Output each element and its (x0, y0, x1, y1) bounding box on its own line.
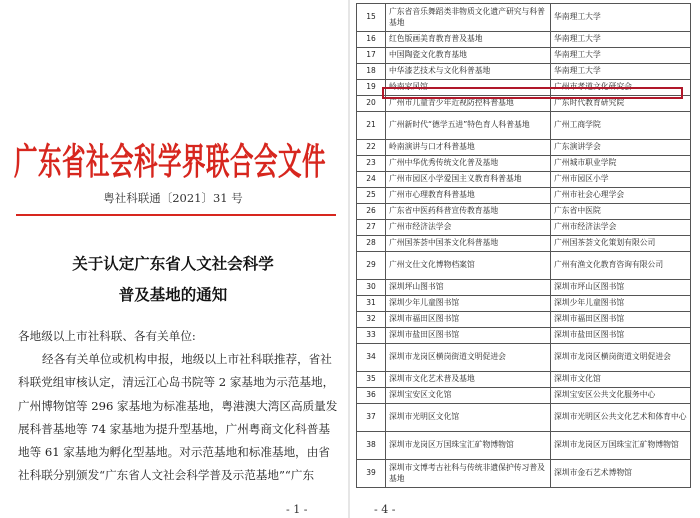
base-name: 深圳少年儿童图书馆 (386, 296, 551, 312)
row-number: 23 (357, 156, 386, 172)
base-name: 广州市园区小学爱国主义教育科普基地 (386, 172, 551, 188)
base-name: 深圳坪山图书馆 (386, 280, 551, 296)
body-line: 科联党组审核认定，清远江心岛书院等 2 家基地为示范基地， (18, 375, 335, 390)
host-organization: 深圳市金石艺术博物馆 (551, 460, 691, 488)
base-name: 深圳市文化艺术普及基地 (386, 372, 551, 388)
base-name: 深圳市盐田区图书馆 (386, 328, 551, 344)
host-organization: 广州国茶荟文化策划有限公司 (551, 236, 691, 252)
table-row (357, 112, 691, 140)
host-organization: 深圳市福田区图书馆 (551, 312, 691, 328)
host-organization: 广州市经济法学会 (551, 220, 691, 236)
host-organization: 广州市社会心理学会 (551, 188, 691, 204)
row-number: 25 (357, 188, 386, 204)
base-name: 深圳市文博考古社科与传统非遗保护传习普及基地 (386, 460, 551, 488)
row-number: 37 (357, 404, 386, 432)
row-number: 33 (357, 328, 386, 344)
row-number: 27 (357, 220, 386, 236)
base-name: 中华漆艺技术与文化科普基地 (386, 64, 551, 80)
row-number: 39 (357, 460, 386, 488)
base-name: 红色版画美育教育普及基地 (386, 32, 551, 48)
table-row (357, 252, 691, 280)
host-organization: 深圳少年儿童图书馆 (551, 296, 691, 312)
host-organization: 广州有渔文化教育咨询有限公司 (551, 252, 691, 280)
row-number: 19 (357, 80, 386, 96)
row-number: 26 (357, 204, 386, 220)
base-name: 深圳市光明区文化馆 (386, 404, 551, 432)
body-line: 广州博物馆等 296 家基地为标准基地，粤港澳大湾区高质量发 (18, 398, 338, 413)
table-row (357, 328, 691, 344)
row-number: 17 (357, 48, 386, 64)
body-line: 社科联分别颁发“广东省人文社会科学普及示范基地”“广东 (18, 468, 315, 483)
notice-body (18, 325, 340, 487)
table-row (357, 344, 691, 372)
host-organization: 深圳市龙岗区横岗街道文明促进会 (551, 344, 691, 372)
body-line: 展科普基地等 74 家基地为提升型基地，广州粤商文化科普基 (18, 421, 330, 436)
table-row (357, 64, 691, 80)
table-row (357, 388, 691, 404)
host-organization: 深圳市盐田区图书馆 (551, 328, 691, 344)
notice-title-line-2: 普及基地的通知 (118, 285, 228, 304)
table-row (357, 220, 691, 236)
host-organization: 深圳市坪山区图书馆 (551, 280, 691, 296)
row-number: 20 (357, 96, 386, 112)
host-organization: 深圳市文化馆 (551, 372, 691, 388)
table-row (357, 140, 691, 156)
row-number: 34 (357, 344, 386, 372)
base-name: 广东省中医药科普宣传教育基地 (386, 204, 551, 220)
table-row (357, 204, 691, 220)
base-name: 广州文仕文化博物档案馆 (386, 252, 551, 280)
page-number: - 1 - (286, 503, 308, 516)
host-organization: 广东演讲学会 (551, 140, 691, 156)
host-organization: 华南理工大学 (551, 32, 691, 48)
base-name: 广州中华优秀传统文化普及基地 (386, 156, 551, 172)
host-organization: 深圳市龙岗区万国珠宝汇矿物博物馆 (551, 432, 691, 460)
table-row (357, 80, 691, 96)
document-page-1 (0, 0, 346, 518)
table-row (357, 188, 691, 204)
row-number: 21 (357, 112, 386, 140)
base-name: 广州市儿童青少年近视防控科普基地 (386, 96, 551, 112)
notice-title-line-1: 关于认定广东省人文社会科学 (72, 254, 274, 273)
page-number: - 4 - (374, 503, 396, 516)
host-organization: 华南理工大学 (551, 48, 691, 64)
row-number: 15 (357, 4, 386, 32)
table-row (357, 432, 691, 460)
base-name: 岭南家风馆 (386, 80, 551, 96)
row-number: 24 (357, 172, 386, 188)
table-row (357, 460, 691, 488)
base-name: 深圳宝安区文化馆 (386, 388, 551, 404)
row-number: 31 (357, 296, 386, 312)
base-name: 广州国茶荟中国茶文化科普基地 (386, 236, 551, 252)
table-row (357, 296, 691, 312)
addressee: 各地级以上市社科联、各有关单位: (18, 329, 196, 343)
document-page-4 (352, 0, 700, 518)
host-organization: 深圳宝安区公共文化服务中心 (551, 388, 691, 404)
row-number: 38 (357, 432, 386, 460)
body-line: 地等 61 家基地为孵化型基地。对示范基地和标准基地，由省 (18, 445, 330, 460)
host-organization: 广东省中医院 (551, 204, 691, 220)
table-row (357, 236, 691, 252)
row-number: 36 (357, 388, 386, 404)
row-number: 32 (357, 312, 386, 328)
body-line: 经各有关单位或机构申报，地级以上市社科联推荐，省社 (42, 352, 332, 367)
table-row (357, 96, 691, 112)
host-organization: 深圳市光明区公共文化艺术和体育中心 (551, 404, 691, 432)
base-name: 广州新时代“德学五进”特色育人科普基地 (386, 112, 551, 140)
row-number: 28 (357, 236, 386, 252)
table-row (357, 404, 691, 432)
row-number: 29 (357, 252, 386, 280)
base-list-table (356, 3, 691, 488)
table-row (357, 156, 691, 172)
page-divider (348, 0, 350, 518)
row-number: 18 (357, 64, 386, 80)
document-title: 广东省社会科学界联合会文件 (14, 139, 326, 184)
table-row (357, 372, 691, 388)
row-number: 22 (357, 140, 386, 156)
base-name: 深圳市龙岗区万国珠宝汇矿物博物馆 (386, 432, 551, 460)
table-row (357, 48, 691, 64)
row-number: 30 (357, 280, 386, 296)
table-row (357, 4, 691, 32)
table-row (357, 32, 691, 48)
red-divider-line (16, 214, 336, 216)
base-name: 广东省音乐舞蹈类非物质文化遗产研究与科普基地 (386, 4, 551, 32)
host-organization: 广州城市职业学院 (551, 156, 691, 172)
host-organization: 华南理工大学 (551, 64, 691, 80)
base-name: 深圳市龙岗区横岗街道文明促进会 (386, 344, 551, 372)
row-number: 16 (357, 32, 386, 48)
base-name: 广州市经济法学会 (386, 220, 551, 236)
host-organization: 广东时代教育研究院 (551, 96, 691, 112)
table-row (357, 280, 691, 296)
table-row (357, 312, 691, 328)
host-organization: 华南理工大学 (551, 4, 691, 32)
row-number: 35 (357, 372, 386, 388)
base-name: 岭南演讲与口才科普基地 (386, 140, 551, 156)
base-name: 广州市心理教育科普基地 (386, 188, 551, 204)
table-row (357, 172, 691, 188)
base-name: 深圳市福田区图书馆 (386, 312, 551, 328)
host-organization: 广州工商学院 (551, 112, 691, 140)
host-organization: 广州市孝道文化研究会 (551, 80, 691, 96)
base-name: 中国陶瓷文化教育基地 (386, 48, 551, 64)
host-organization: 广州市园区小学 (551, 172, 691, 188)
document-number: 粤社科联通〔2021〕31 号 (103, 191, 243, 205)
